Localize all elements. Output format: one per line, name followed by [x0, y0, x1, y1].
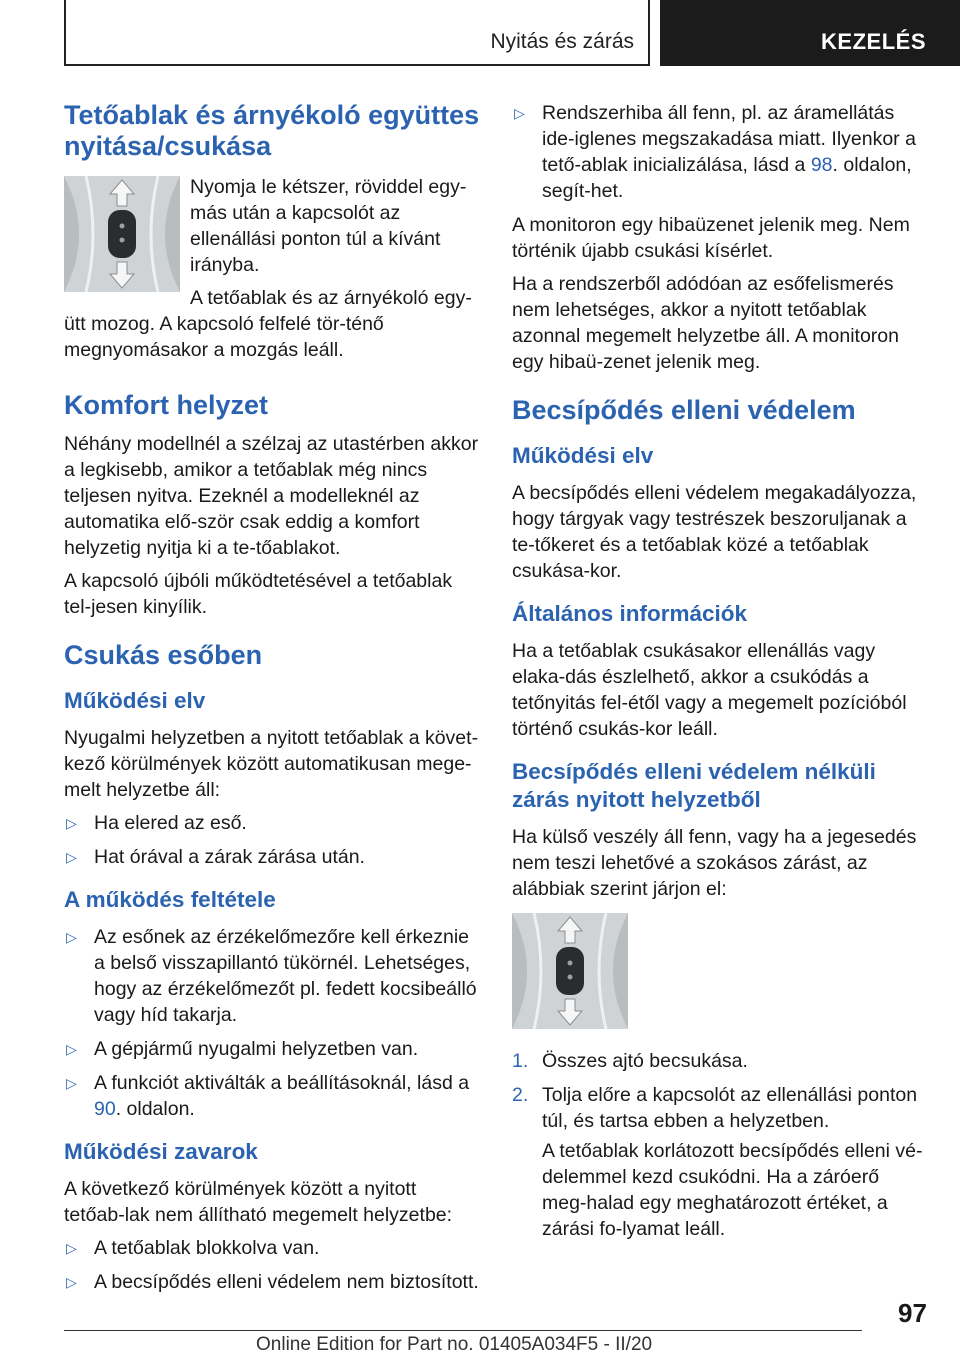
paragraph-comfort-1: Néhány modellnél a szélzaj az utastérben akkor a legkisebb, amikor a tetőablak még nincs teljesen nyitva. Ezeknél a modelleknél az automatika elő-ször csak eddig a komfort helyzetig nyitja ki a te-tőablakot.	[64, 433, 479, 559]
list-requirements	[64, 924, 482, 1122]
page-link-90[interactable]: 90	[94, 1098, 116, 1120]
step-item	[512, 1082, 926, 1242]
paragraph-move-together: A tetőablak és az árnyékoló egy-ütt mozog. A kapcsoló felfelé tör-ténő megnyomásakor a mozgás leáll.	[64, 287, 472, 361]
text: . oldalon.	[115, 1098, 195, 1120]
list-item: ▷ Ha elered az eső.	[64, 810, 482, 836]
list-item: ▷ Az esőnek az érzékelőmezőre kell érkeznie a belső visszapillantó tükörnél. Lehetséges, hogy az érzékelőmezőt pl. fedett kocsibeálló vagy híd takarja.	[64, 924, 482, 1028]
heading-roof-and-shade: Tetőablak és árnyékoló együttes nyitása/csukása	[64, 100, 480, 161]
page-number: 97	[898, 1298, 927, 1328]
text: . oldalon, segít-het.	[542, 154, 912, 202]
right-column	[512, 100, 926, 1250]
text: A funkciót aktiválták a beállításoknál, lásd a	[94, 1072, 470, 1094]
heading-close-in-rain: Csukás esőben	[64, 640, 263, 670]
left-column	[64, 100, 482, 1303]
paragraph-rain-detection: Ha a rendszerből adódóan az esőfelismerés nem lehetséges, akkor a nyitott tetőablak azonnal megemelt helyzetbe áll. A monitoron egy hibaü-zenet jelenik meg.	[512, 273, 899, 373]
list-item: ▷ A tetőablak blokkolva van.	[64, 1235, 482, 1261]
heading-close-without-protection: Becsípődés elleni védelem nélküli zárás nyitott helyzetből	[512, 759, 876, 812]
section-title: KEZELÉS	[821, 29, 926, 54]
heading-general-info: Általános információk	[512, 601, 748, 626]
list-system-error	[512, 100, 926, 204]
step-note: A tetőablak korlátozott becsípődés elleni vé-delemmel kezd csukódni. Ha a záróerő meg-halad egy meghatározott értéket, a zárási fo-lyamat leáll.	[542, 1140, 923, 1240]
step-text: Összes ajtó becsukása.	[542, 1050, 748, 1072]
list-item	[64, 1070, 482, 1122]
paragraph-monitor-message: A monitoron egy hibaüzenet jelenik meg. Nem történik újabb csukási kísérlet.	[512, 214, 910, 262]
footer-divider	[64, 1330, 862, 1331]
text: Rendszerhiba áll fenn, pl. az áramellátás ide-iglenes megszakadása miatt. Ilyenkor a tető-ablak inicializálása, lásd a	[542, 102, 916, 176]
heading-requirements: A működés feltétele	[64, 887, 276, 912]
list-conditions	[64, 810, 482, 870]
heading-operating-principle: Működési elv	[64, 688, 206, 713]
roof-switch-illustration-2	[512, 913, 628, 1029]
chapter-title: Nyitás és zárás	[490, 30, 634, 53]
list-malfunctions	[64, 1235, 482, 1295]
list-item: ▷ A gépjármű nyugalmi helyzetben van.	[64, 1036, 482, 1062]
page-link-98[interactable]: 98	[810, 154, 833, 176]
paragraph-general-info: Ha a tetőablak csukásakor ellenállás vagy elaka-dás észlelhető, akkor a csukódás a tetőnyitás fel-étől vagy a megemelt pozícióból történő csukás-kor leáll.	[512, 640, 907, 740]
roof-switch-illustration	[64, 176, 180, 292]
step-number: 1.	[512, 1050, 529, 1072]
footer-edition: Online Edition for Part no. 01405A034F5 - II/20	[256, 1334, 653, 1355]
step-number: 2.	[512, 1084, 529, 1106]
step-item	[512, 1048, 926, 1074]
steps-list	[512, 1048, 926, 1242]
list-item: ▷ Hat órával a zárak zárása után.	[64, 844, 482, 870]
paragraph-comfort-2: A kapcsoló újbóli működtetésével a tetőablak tel-jesen kinyílik.	[64, 570, 453, 618]
section-tab	[660, 0, 960, 66]
paragraph-pinch-protection: A becsípődés elleni védelem megakadályozza, hogy tárgyak vagy testrészek beszoruljanak a te-tőkeret és a tetőablak közé a tetőablak csukása-kor.	[512, 482, 917, 582]
header-frame	[64, 0, 650, 66]
paragraph-malfunctions: A következő körülmények között a nyitott tetőab-lak nem állítható megemelt helyzetbe:	[64, 1178, 453, 1226]
step-text: Tolja előre a kapcsolót az ellenállási ponton túl, és tartsa ebben a helyzetben.	[542, 1084, 918, 1132]
paragraph-idle-position: Nyugalmi helyzetben a nyitott tetőablak a követ-kező körülmények között automatikusan mege-melt helyzetbe áll:	[64, 727, 479, 801]
heading-pinch-protection: Becsípődés elleni védelem	[512, 395, 856, 425]
list-item: ▷ A becsípődés elleni védelem nem biztosított.	[64, 1269, 482, 1295]
heading-comfort-position: Komfort helyzet	[64, 390, 269, 420]
list-item	[512, 100, 926, 204]
paragraph-press-twice: Nyomja le kétszer, röviddel egy-más után a kapcsolót az ellenállási ponton túl a kívánt irányba.	[190, 176, 467, 276]
heading-malfunctions: Működési zavarok	[64, 1139, 258, 1164]
heading-operating-principle-2: Működési elv	[512, 443, 654, 468]
paragraph-external-danger: Ha külső veszély áll fenn, vagy ha a jegesedés nem teszi lehetővé a szokásos zárást, az alábbiak szerint járjon el:	[512, 826, 917, 900]
